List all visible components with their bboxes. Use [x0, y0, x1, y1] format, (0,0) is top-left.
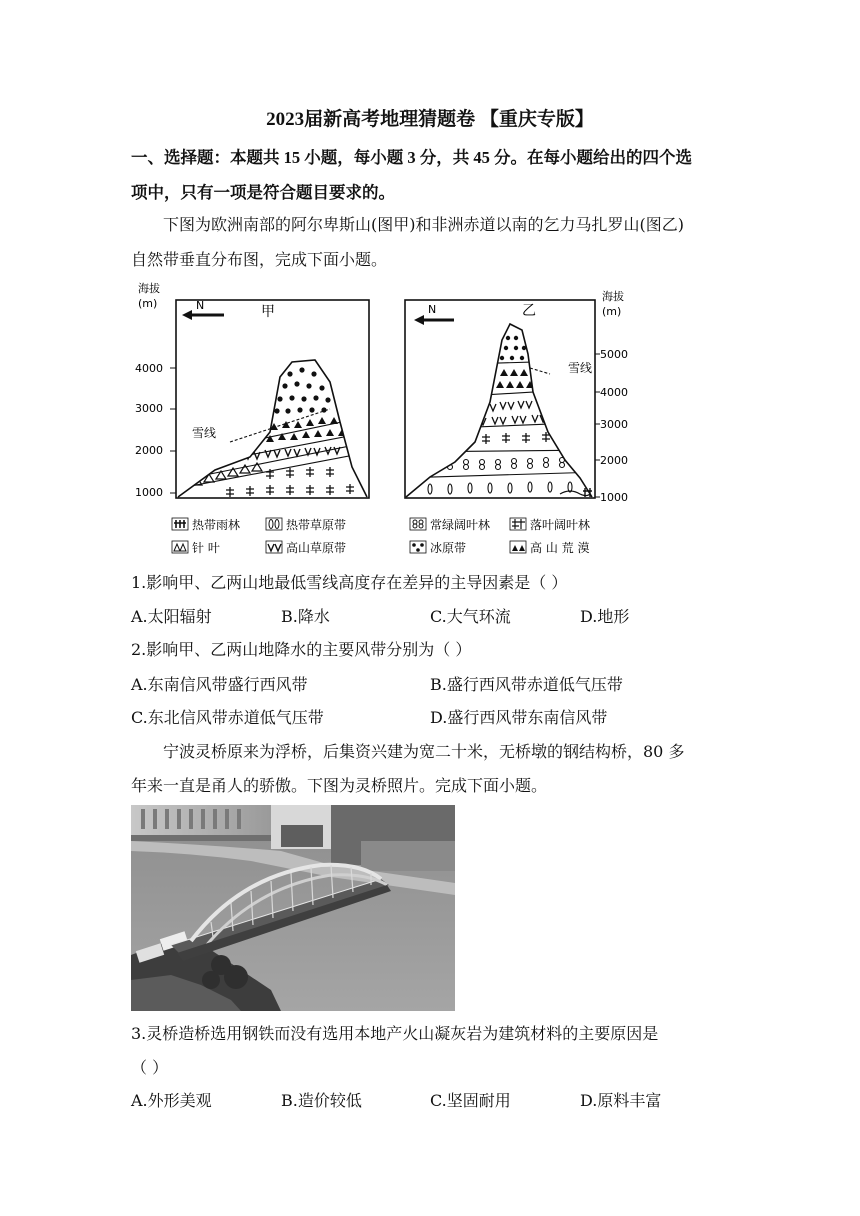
legend-item	[266, 540, 346, 555]
diagram-jia	[135, 282, 380, 502]
lingqiao-bridge-photo	[131, 805, 455, 1011]
q3-option-d[interactable]: D.原料丰富	[580, 1091, 662, 1110]
north-arrow-icon	[182, 299, 224, 320]
jia-axis-unit: (m)	[138, 297, 158, 310]
intro2-line1: 宁波灵桥原来为浮桥，后集资兴建为宽二十米，无桥墩的钢结构桥，80 多	[163, 742, 685, 761]
q1-option-a[interactable]: A.太阳辐射	[131, 607, 212, 626]
yi-axis-title: 海拔	[602, 290, 624, 303]
svg-text:冰原带: 冰原带	[430, 541, 467, 555]
section-heading-line1: 一、选择题：本题共 15 小题，每小题 3 分，共 45 分。在每小题给出的四个选	[131, 148, 692, 167]
svg-text:N: N	[196, 299, 205, 312]
legend-item	[410, 540, 466, 555]
svg-text:N: N	[428, 303, 437, 316]
intro1-line2: 自然带垂直分布图，完成下面小题。	[131, 250, 388, 269]
jia-tick: 4000	[135, 362, 163, 375]
legend-item	[172, 540, 220, 555]
legend-item	[172, 517, 240, 532]
yi-tick: 1000	[600, 491, 628, 504]
question-3-stem: 3.灵桥造桥选用钢铁而没有选用本地产火山凝灰岩为建筑材料的主要原因是	[131, 1024, 659, 1043]
yi-label: 乙	[522, 303, 536, 319]
legend-item	[266, 517, 346, 532]
figure-legend	[172, 517, 590, 555]
q3-option-a[interactable]: A.外形美观	[131, 1091, 212, 1110]
q1-option-d[interactable]: D.地形	[580, 607, 630, 626]
q1-option-b[interactable]: B.降水	[281, 607, 330, 626]
intro2-line2: 年来一直是甬人的骄傲。下图为灵桥照片。完成下面小题。	[131, 776, 548, 795]
yi-axis-unit: (m)	[602, 305, 622, 318]
section-heading-line2: 项中，只有一项是符合题目要求的。	[131, 183, 395, 202]
q2-option-c[interactable]: C.东北信风带赤道低气压带	[131, 708, 324, 727]
jia-tick: 3000	[135, 402, 163, 415]
q1-option-c[interactable]: C.大气环流	[430, 607, 511, 626]
legend-item	[510, 540, 589, 555]
q2-option-b[interactable]: B.盛行西风带赤道低气压带	[430, 675, 623, 694]
svg-text:高 山 荒 漠: 高 山 荒 漠	[530, 541, 590, 555]
question-1-stem: 1.影响甲、乙两山地最低雪线高度存在差异的主导因素是（ ）	[131, 573, 568, 592]
jia-axis-title: 海拔	[138, 282, 160, 295]
q3-option-b[interactable]: B.造价较低	[281, 1091, 362, 1110]
legend-item	[510, 517, 590, 532]
svg-text:高山草原带: 高山草原带	[286, 541, 347, 555]
svg-text:常绿阔叶林: 常绿阔叶林	[430, 518, 491, 532]
svg-text:热带草原带: 热带草原带	[286, 518, 347, 532]
q2-option-d[interactable]: D.盛行西风带东南信风带	[430, 708, 608, 727]
svg-text:热带雨林: 热带雨林	[192, 518, 241, 532]
question-2-stem: 2.影响甲、乙两山地降水的主要风带分别为（ ）	[131, 640, 472, 659]
yi-tick: 3000	[600, 418, 628, 431]
q2-option-a[interactable]: A.东南信风带盛行西风带	[131, 675, 308, 694]
jia-snowline-label: 雪线	[192, 426, 217, 440]
yi-snowline-label: 雪线	[568, 361, 593, 375]
svg-text:针 叶: 针 叶	[192, 541, 220, 555]
diagram-yi	[400, 289, 628, 504]
vertical-zonation-figure	[130, 282, 630, 560]
jia-tick: 1000	[135, 486, 163, 499]
q3-option-c[interactable]: C.坚固耐用	[430, 1091, 511, 1110]
yi-tick: 5000	[600, 348, 628, 361]
svg-text:落叶阔叶林: 落叶阔叶林	[530, 518, 591, 532]
intro1-line1: 下图为欧洲南部的阿尔卑斯山(图甲)和非洲赤道以南的乞力马扎罗山(图乙)	[163, 215, 684, 234]
legend-item	[410, 517, 490, 532]
yi-tick: 2000	[600, 454, 628, 467]
paper-title: 2023届新高考地理猜题卷 【重庆专版】	[266, 109, 594, 130]
jia-label: 甲	[261, 304, 275, 320]
yi-tick: 4000	[600, 386, 628, 399]
question-3-answer-paren: （ ）	[131, 1058, 169, 1077]
north-arrow-icon	[414, 303, 454, 325]
jia-tick: 2000	[135, 444, 163, 457]
